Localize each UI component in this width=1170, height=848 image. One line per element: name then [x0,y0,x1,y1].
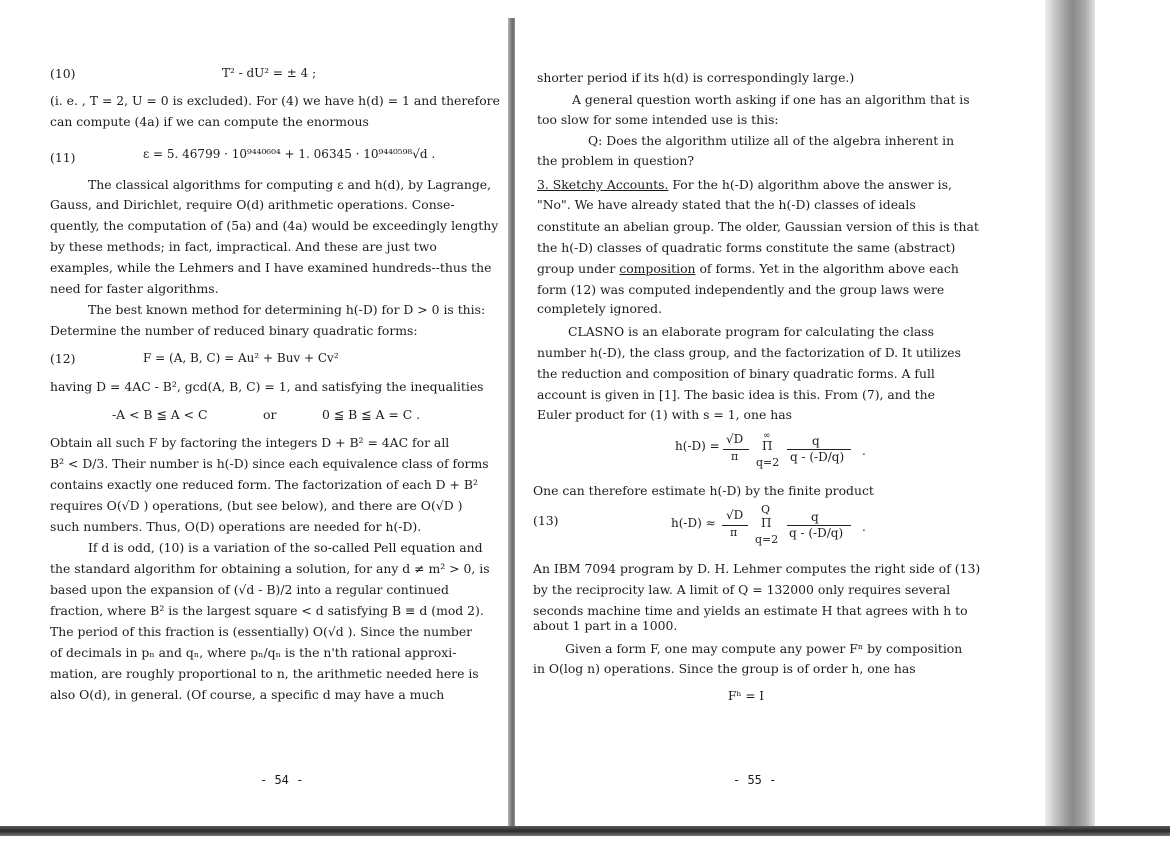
text-line: One can therefore estimate h(-D) by the finite product [533,483,874,498]
text-line: completely ignored. [537,301,663,316]
inequality: -A < B ≦ A < C [112,407,208,422]
text-line: mation, are roughly proportional to n, the arithmetic needed here is [50,666,479,681]
text-line: B² < D/3. Their number is h(-D) since each equivalence class of forms [50,456,489,471]
text-line: of decimals in pₙ and qₙ, where pₙ/qₙ is the n'th rational approxi- [50,645,457,660]
page-number: - 55 - [733,773,777,787]
text-line: the standard algorithm for obtaining a solution, for any d ≠ m² > 0, is [50,561,490,576]
text-line: (i. e. , T = 2, U = 0 is excluded). For (4) we have h(d) = 1 and therefore [50,93,500,108]
text-line: the h(-D) classes of quadratic forms constitute the same (abstract) [537,240,956,255]
text-line: account is given in [1]. The basic idea is this. From (7), and the [537,387,935,402]
equation-number: (10) [50,66,76,81]
left-page [0,0,510,828]
text-line: such numbers. Thus, O(D) operations are needed for h(-D). [50,519,422,534]
equation-11: ε = 5. 46799 · 10⁹⁴⁴⁰⁶⁰⁴ + 1. 06345 · 10⁹⁴⁴⁰⁵⁹⁸√d . [143,147,436,161]
inequality-connector: or [263,407,277,422]
text-line: can compute (4a) if we can compute the enormous [50,114,369,129]
text-line: Obtain all such F by factoring the integers D + B² = 4AC for all [50,435,450,450]
text-line: Given a form F, one may compute any power Fⁿ by composition [565,641,963,656]
equation-10: T² - dU² = ± 4 ; [222,66,317,80]
text-line: requires O(√D ) operations, (but see below), and there are O(√D ) [50,498,463,513]
text-line: too slow for some intended use is this: [537,112,779,127]
text-line: 3. Sketchy Accounts. For the h(-D) algorithm above the answer is, [537,177,952,192]
text-line: group under composition of forms. Yet in the algorithm above each [537,261,959,276]
text-line: need for faster algorithms. [50,281,219,296]
inequality: 0 ≦ B ≦ A = C . [322,407,421,422]
text-line: seconds machine time and yields an estimate H that agrees with h to [533,603,968,618]
text-line: about 1 part in a 1000. [533,618,678,633]
text-line: the problem in question? [537,153,694,168]
text-line: based upon the expansion of (√d - B)/2 into a regular continued [50,582,449,597]
text-line: The classical algorithms for computing ε and h(d), by Lagrange, [88,177,492,192]
page-edge-shadow [1045,0,1095,828]
text-line: The period of this fraction is (essentially) O(√d ). Since the number [50,624,473,639]
text-line: in O(log n) operations. Since the group is of order h, one has [533,661,916,676]
text-line: by the reciprocity law. A limit of Q = 132000 only requires several [533,582,951,597]
text-line: form (12) was computed independently and the group laws were [537,282,945,297]
right-page: shorter period if its h(d) is correspondingly large.) A general question worth asking if one has an algorithm that is too slow for some intended use is this: Q: Does the algorithm utilize all of the algebra inherent in the problem in question? 3. Sketchy Accounts. For the h(-D) algorithm above the answer is, "No". We have already stated that the h(-D) classes of ideals constitute an abelian group. The older, Gaussian version of this is that the h(-D) classes of quadratic forms constitute the same (abstract) group under composition of forms. Yet in the algorithm above each form (12) was computed independently and the group laws were completely ignored. CLASNO is an elaborate program for calculating the class number h(-D), the class group, and the factorization of D. It utilizes the reduction and composition of binary quadratic forms. A full account is given in [1]. The basic idea is this. From (7), and the Euler product for (1) with s = 1, one has h(-D) = √D π ∞ Π q=2 q q - (-D/q) . One can therefore estimate h(-D) by the finite product (13) h(-D) ≈ √D π Q Π q=2 q q - (-D/q) . An IBM 7094 program by D. H. Lehmer computes the right side of (13) by the reciprocity law. A limit of Q = 132000 only requires several seconds machine time and yields an estimate H that agrees with h to about 1 part in a 1000. Given a form F, one may compute any power Fⁿ by composition in O(log n) operations. Since the group is of order h, one has Fʰ = I - 55 - [515,0,1090,828]
text-line: the reduction and composition of binary quadratic forms. A full [537,366,935,381]
text-line: A general question worth asking if one has an algorithm that is [572,92,970,107]
equation-power-identity: Fʰ = I [728,689,764,703]
text-line: Q: Does the algorithm utilize all of the algebra inherent in [588,133,955,148]
text-line: having D = 4AC - B², gcd(A, B, C) = 1, and satisfying the inequalities [50,379,484,394]
scan-bottom-edge [0,826,1170,836]
text-line: "No". We have already stated that the h(-D) classes of ideals [537,197,916,212]
text-line: shorter period if its h(d) is correspondingly large.) [537,70,855,85]
text-line: number h(-D), the class group, and the factorization of D. It utilizes [537,345,961,360]
text-line: also O(d), in general. (Of course, a specific d may have a much [50,687,445,702]
equation-12: F = (A, B, C) = Au² + Buv + Cv² [143,351,339,365]
section-heading: 3. Sketchy Accounts. [537,177,669,192]
text-line: CLASNO is an elaborate program for calculating the class [568,324,935,339]
text-line: Gauss, and Dirichlet, require O(d) arithmetic operations. Conse- [50,197,455,212]
text-line: fraction, where B² is the largest square < d satisfying B ≡ d (mod 2). [50,603,484,618]
text-line: by these methods; in fact, impractical. And these are just two [50,239,437,254]
equation-number: (12) [50,351,76,366]
text-line: An IBM 7094 program by D. H. Lehmer computes the right side of (13) [533,561,981,576]
text-line: The best known method for determining h(-D) for D > 0 is this: [88,302,486,317]
text-line: quently, the computation of (5a) and (4a) would be exceedingly lengthy [50,218,499,233]
text-line: constitute an abelian group. The older, Gaussian version of this is that [537,219,979,234]
text-line: examples, while the Lehmers and I have examined hundreds--thus the [50,260,492,275]
text-line: contains exactly one reduced form. The factorization of each D + B² [50,477,478,492]
text-line: Determine the number of reduced binary quadratic forms: [50,323,418,338]
text-line: If d is odd, (10) is a variation of the so-called Pell equation and [88,540,483,555]
text-line: Euler product for (1) with s = 1, one has [537,407,792,422]
page-number: - 54 - [260,773,304,787]
equation-number: (11) [50,150,76,165]
